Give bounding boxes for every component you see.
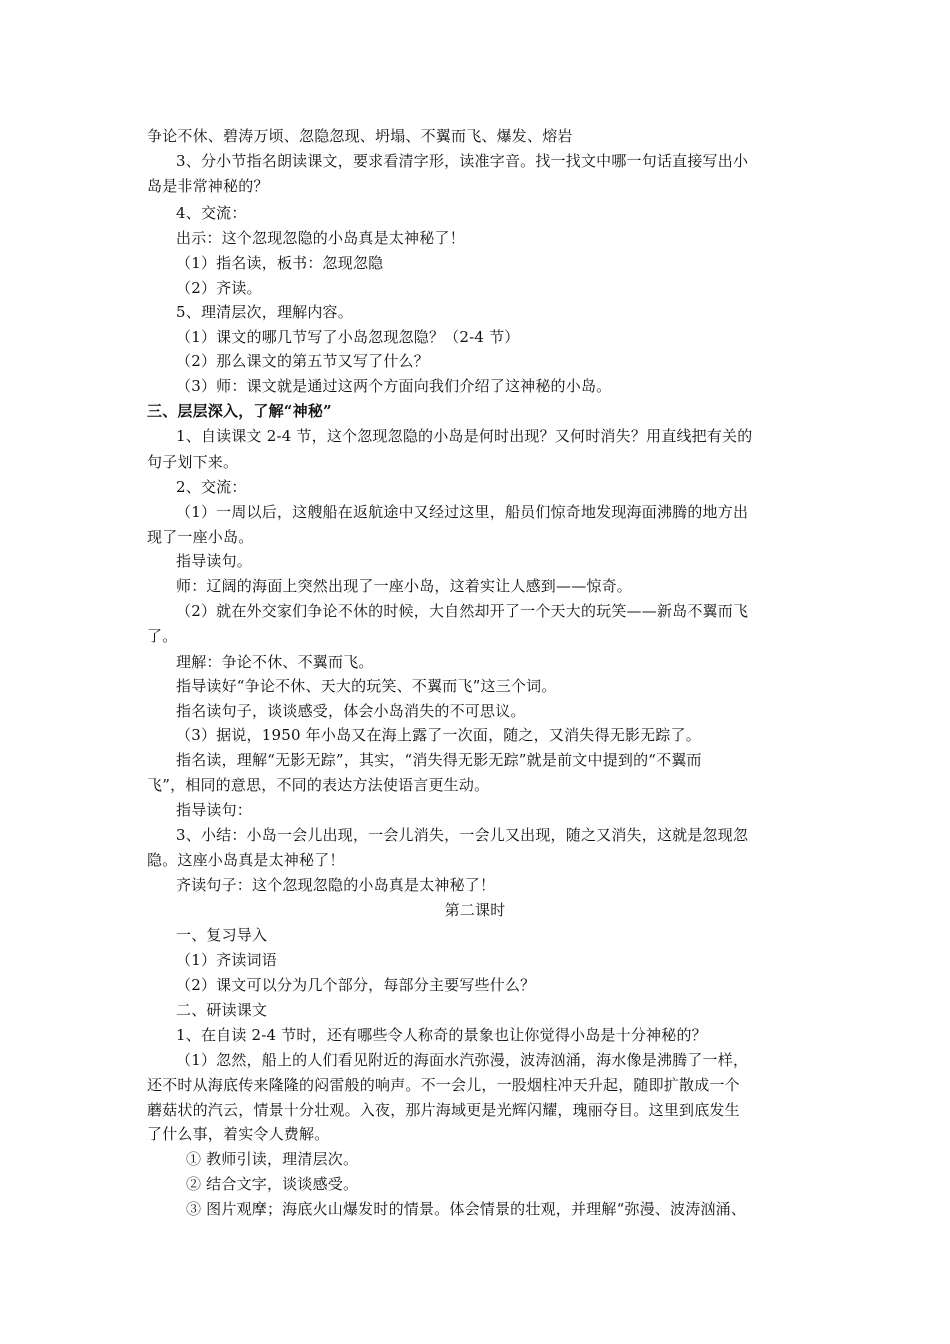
text-line: 4、交流： bbox=[176, 204, 247, 222]
text-line: 句子划下来。 bbox=[147, 453, 239, 471]
text-line: 二、研读课文 bbox=[176, 1001, 268, 1019]
text-line: 指导读好“争论不休、天大的玩笑、不翼而飞”这三个词。 bbox=[176, 677, 557, 695]
text-line: （3）师：课文就是通过这两个方面向我们介绍了这神秘的小岛。 bbox=[176, 377, 612, 395]
text-line: （1）指名读，板书：忽现忽隐 bbox=[176, 254, 384, 272]
text-line: （1）齐读词语 bbox=[176, 951, 277, 969]
text-line: 隐。这座小岛真是太神秘了！ bbox=[147, 851, 345, 869]
text-line: （1）一周以后，这艘船在返航途中又经过这里，船员们惊奇地发现海面沸腾的地方出 bbox=[176, 503, 749, 521]
text-line: （1）课文的哪几节写了小岛忽现忽隐？（2-4 节） bbox=[176, 328, 520, 346]
text-line: 争论不休、碧涛万顷、忽隐忽现、坍塌、不翼而飞、爆发、熔岩 bbox=[147, 127, 573, 145]
text-line: ① 教师引读，理清层次。 bbox=[186, 1150, 359, 1168]
text-line: 齐读句子：这个忽现忽隐的小岛真是太神秘了！ bbox=[176, 876, 496, 894]
text-line: （3）据说，1950 年小岛又在海上露了一次面，随之，又消失得无影无踪了。 bbox=[176, 726, 701, 744]
text-line: 岛是非常神秘的？ bbox=[147, 177, 269, 195]
text-line: （2）就在外交家们争论不休的时候，大自然却开了一个天大的玩笑——新岛不翼而飞 bbox=[176, 602, 749, 620]
text-line: （1）忽然，船上的人们看见附近的海面水汽弥漫，波涛汹涌，海水像是沸腾了一样， bbox=[176, 1051, 749, 1069]
text-line: 现了一座小岛。 bbox=[147, 528, 254, 546]
text-line: ② 结合文字，谈谈感受。 bbox=[186, 1175, 359, 1193]
text-line: 蘑菇状的汽云，情景十分壮观。入夜，那片海域更是光辉闪耀，瑰丽夺目。这里到底发生 bbox=[147, 1101, 740, 1119]
section-heading: 三、层层深入，了解“神秘” bbox=[147, 402, 332, 420]
text-line: 师：辽阔的海面上突然出现了一座小岛，这着实让人感到——惊奇。 bbox=[176, 577, 633, 595]
text-line: 5、理清层次，理解内容。 bbox=[176, 303, 353, 321]
text-line: 1、自读课文 2-4 节，这个忽现忽隐的小岛是何时出现？又何时消失？用直线把有关的 bbox=[176, 427, 753, 445]
text-line: 出示：这个忽现忽隐的小岛真是太神秘了！ bbox=[176, 229, 465, 247]
text-line: 指导读句。 bbox=[176, 552, 253, 570]
text-line: 了。 bbox=[147, 627, 178, 645]
text-line: 一、复习导入 bbox=[176, 926, 268, 944]
text-line: ③ 图片观摩；海底火山爆发时的情景。体会情景的壮观，并理解“弥漫、波涛汹涌、 bbox=[186, 1200, 747, 1218]
text-line: （2）那么课文的第五节又写了什么？ bbox=[176, 352, 429, 370]
text-line: 3、小结：小岛一会儿出现，一会儿消失，一会儿又出现，随之又消失，这就是忽现忽 bbox=[176, 826, 749, 844]
text-line: 理解：争论不休、不翼而飞。 bbox=[176, 653, 374, 671]
text-line: 指名读句子，谈谈感受，体会小岛消失的不可思议。 bbox=[176, 702, 526, 720]
text-line: 指名读，理解“无影无踪”，其实，“消失得无影无踪”就是前文中提到的“不翼而 bbox=[176, 751, 702, 769]
text-line: 还不时从海底传来隆隆的闷雷般的响声。不一会儿，一股烟柱冲天升起，随即扩散成一个 bbox=[147, 1076, 740, 1094]
text-line: 3、分小节指名朗读课文，要求看清字形，读准字音。找一找文中哪一句话直接写出小 bbox=[176, 152, 749, 170]
text-line: 指导读句： bbox=[176, 801, 253, 819]
lesson-title: 第二课时 bbox=[444, 901, 506, 919]
text-line: 1、在自读 2-4 节时，还有哪些令人称奇的景象也让你觉得小岛是十分神秘的？ bbox=[176, 1026, 707, 1044]
text-line: 飞”，相同的意思，不同的表达方法使语言更生动。 bbox=[147, 776, 490, 794]
text-line: （2）课文可以分为几个部分，每部分主要写些什么？ bbox=[176, 976, 536, 994]
text-line: 了什么事，着实令人费解。 bbox=[147, 1125, 330, 1143]
text-line: （2）齐读。 bbox=[176, 279, 262, 297]
text-line: 2、交流： bbox=[176, 478, 247, 496]
